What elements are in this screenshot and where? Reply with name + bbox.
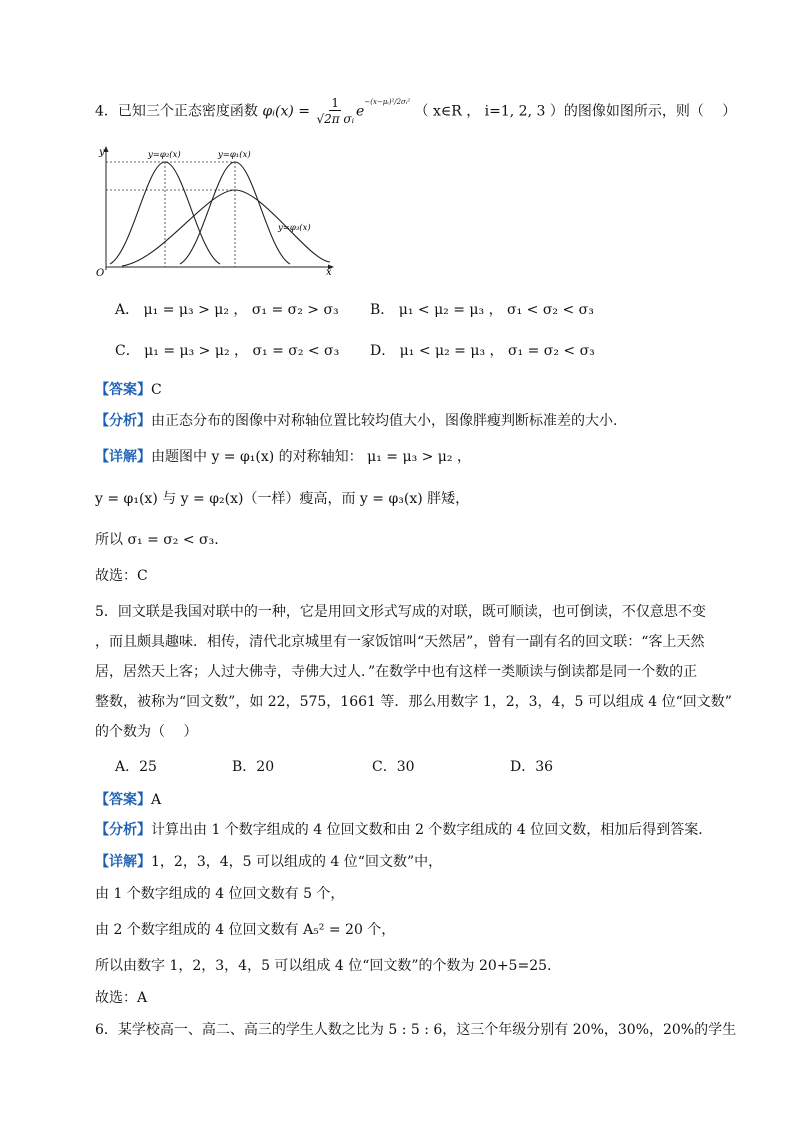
q4-answer-tag: 【答案】 (95, 382, 151, 398)
q4-func-fraction (316, 96, 354, 127)
q4-detail-2: y = φ₁(x) 与 y = φ₂(x)（一样）瘦高，而 y = φ₃(x) 胖矮， (95, 491, 470, 507)
q5-choice: 故选：A (95, 990, 148, 1006)
q5-analysis-tag: 【分析】 (95, 822, 151, 838)
q4-number: 4． (95, 103, 118, 120)
q4-answer (95, 380, 162, 400)
q5-line-2: ，而且颇具趣味．相传，清代北京城里有一家饭馆叫“天然居”，曾有一副有名的回文联：“客上天然 (95, 634, 705, 650)
q4-analysis-tag: 【分析】 (95, 413, 151, 429)
q5-option-d[interactable]: D．36 (510, 759, 554, 775)
q4-option-c[interactable]: C． μ₁ = μ₃ > μ₂ ， σ₁ = σ₂ < σ₃ (115, 343, 340, 359)
q4-detail-line-1 (95, 447, 471, 467)
q5-answer-value: A (151, 792, 162, 808)
q4-detail-tag: 【详解】 (95, 449, 151, 465)
q5-line-3: 居，居然天上客；人过大佛寺，寺佛大过人．”在数学中也有这样一类顺读与倒读都是同一个数的正 (95, 664, 698, 680)
q5-analysis-text: 计算出由 1 个数字组成的 4 位回文数和由 2 个数字组成的 4 位回文数，相加后得到答案. (151, 822, 703, 838)
label-phi3: y=φ₃(x) (278, 223, 311, 233)
y-axis-label: y (99, 147, 105, 158)
label-phi1: y=φ₁(x) (218, 150, 251, 160)
q4-stem-a: 已知三个正态密度函数 (117, 103, 258, 120)
q4-choice: 故选：C (95, 568, 148, 584)
q4-analysis-text: 由正态分布的图像中对称轴位置比较均值大小，图像胖瘦判断标准差的大小. (151, 413, 618, 429)
q5-analysis (95, 820, 703, 840)
q4-frac-num: 1 (331, 96, 340, 110)
q4-detail-3: 所以 σ₁ = σ₂ < σ₃. (95, 532, 219, 548)
q5-answer (95, 790, 161, 810)
q5-answer-tag: 【答案】 (95, 792, 151, 808)
q5-detail-tag: 【详解】 (95, 854, 151, 870)
q4-answer-value: C (151, 382, 162, 398)
q4-stem-b: （ x∈R ， i=1, 2, 3 ）的图像如图所示，则（ ） (414, 103, 737, 120)
q5-option-b[interactable]: B．20 (232, 759, 275, 775)
q4-stem (95, 96, 736, 127)
q4-graph (92, 142, 342, 277)
curve-phi2 (110, 162, 220, 264)
q5-detail-2: 由 1 个数字组成的 4 位回文数有 5 个， (95, 886, 345, 902)
q5-line-4: 整数，被称为“回文数”，如 22，575，1661 等．那么用数字 1，2，3，4，5 可以组成 4 位“回文数” (95, 694, 732, 710)
q5-detail-1: 1，2，3，4，5 可以组成的 4 位“回文数”中， (151, 854, 443, 870)
origin-label: O (96, 268, 105, 277)
x-axis-label: x (326, 267, 332, 277)
q5-option-c[interactable]: C．30 (372, 759, 415, 775)
q4-option-d[interactable]: D． μ₁ < μ₂ = μ₃ ， σ₁ = σ₂ < σ₃ (370, 343, 595, 359)
q4-func-lhs: φᵢ(x) = (262, 103, 310, 120)
q4-func-exp: −(x−μᵢ)²/2σᵢ² (364, 97, 411, 106)
q5-option-a[interactable]: A．25 (115, 759, 157, 775)
q5-line-5: 的个数为（ ） (95, 724, 198, 740)
q5-detail-3: 由 2 个数字组成的 4 位回文数有 A₅² = 20 个， (95, 922, 396, 938)
q4-func-e: e (356, 103, 365, 120)
q4-option-b[interactable]: B． μ₁ < μ₂ = μ₃ ， σ₁ < σ₂ < σ₃ (370, 302, 594, 318)
q5-line-1: 5．回文联是我国对联中的一种，它是用回文形式写成的对联，既可顺读，也可倒读，不仅意思不变 (95, 604, 706, 620)
q6-line-1: 6．某学校高一、高二、高三的学生人数之比为 5 : 5 : 6，这三个年级分别有 20%，30%，20%的学生 (95, 1022, 737, 1038)
q5-detail-4: 所以由数字 1，2，3，4，5 可以组成 4 位“回文数”的个数为 20+5=25. (95, 958, 552, 974)
label-phi2: y=φ₂(x) (148, 150, 181, 160)
q4-option-a[interactable]: A． μ₁ = μ₃ > μ₂ ， σ₁ = σ₂ > σ₃ (115, 302, 339, 318)
q4-analysis (95, 411, 617, 431)
q4-frac-den: √2π σᵢ (316, 112, 355, 126)
q5-detail-line-1 (95, 852, 442, 872)
q4-detail-1: 由题图中 y = φ₁(x) 的对称轴知： μ₁ = μ₃ > μ₂ ， (151, 449, 471, 465)
